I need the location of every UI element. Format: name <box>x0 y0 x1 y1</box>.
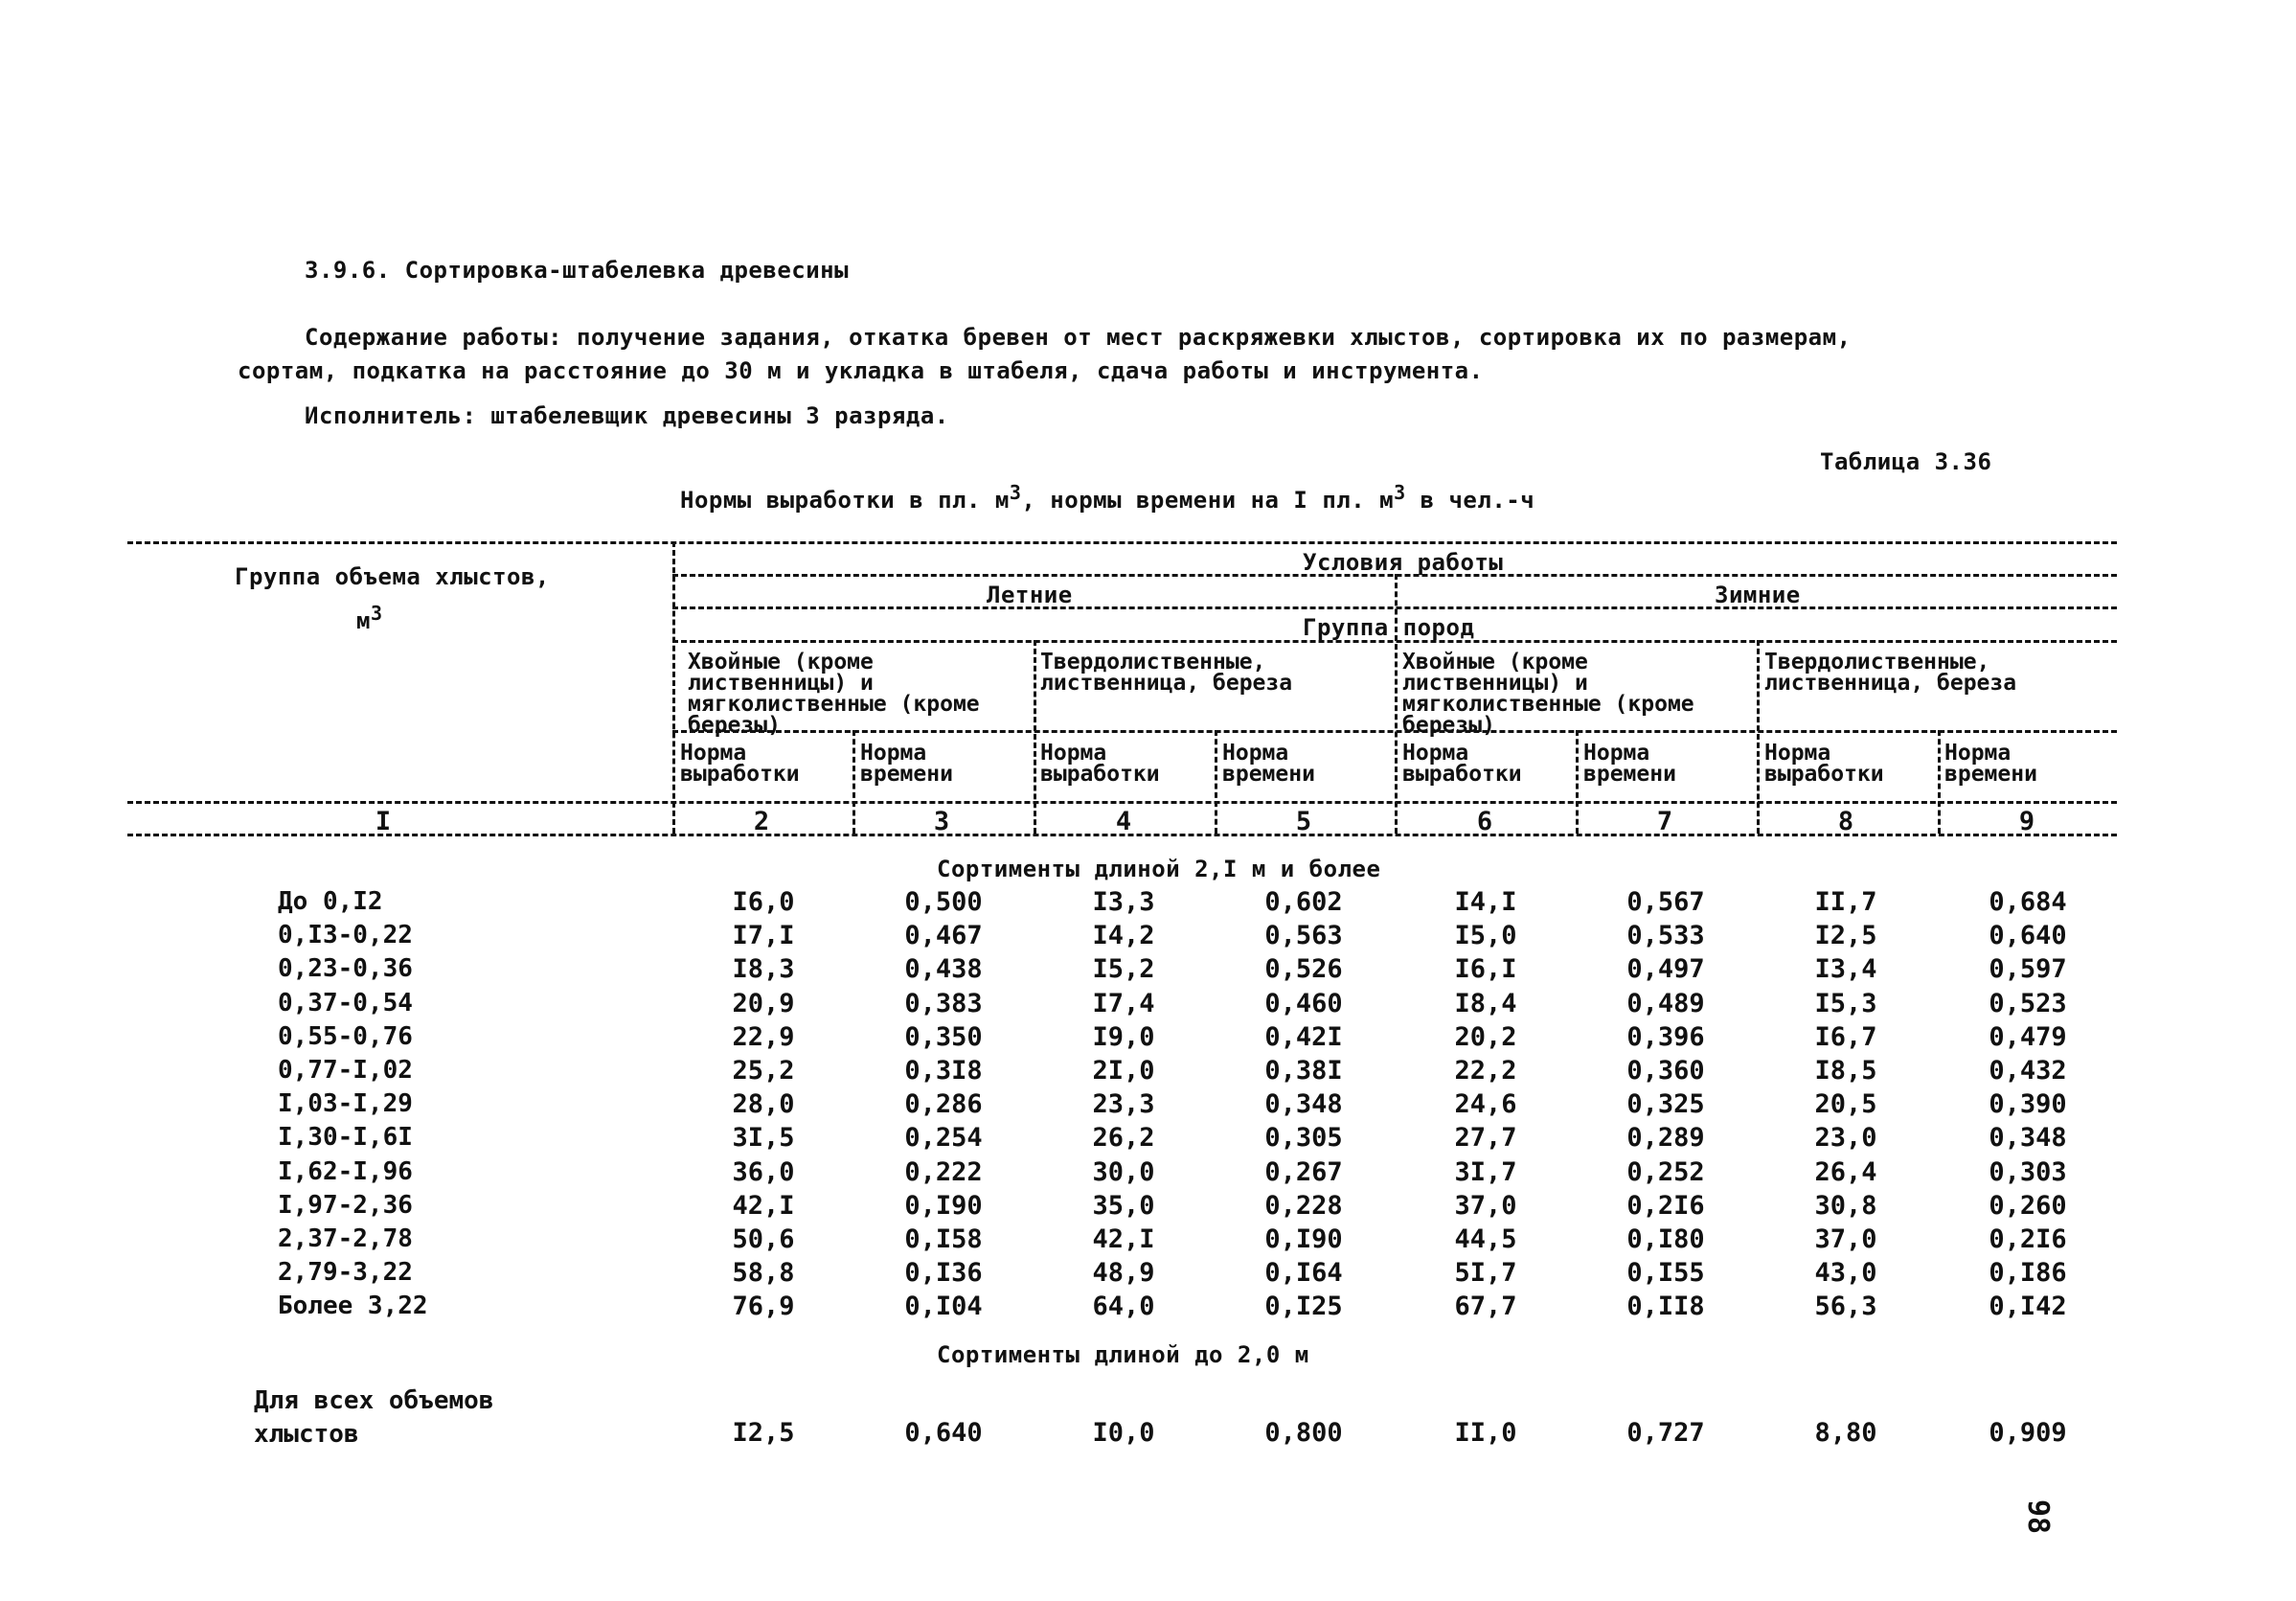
section2-title: Сортименты длиной до 2,0 м <box>937 1341 1309 1368</box>
table-cell: 0,228 <box>1264 1190 1343 1221</box>
table-cell: II,7 <box>1814 887 1877 917</box>
table-cell: 20,2 <box>1454 1021 1517 1052</box>
col-number-4: 4 <box>1115 807 1132 836</box>
table-cell: 0,602 <box>1264 887 1343 917</box>
table-cell: 43,0 <box>1814 1258 1877 1289</box>
group-unit-sup: 3 <box>370 602 383 625</box>
table-cell: 0,390 <box>1989 1089 2067 1120</box>
table-cell: 0,500 <box>904 887 983 917</box>
col5-header: Норма времени <box>1222 741 1315 787</box>
row-label: Более 3,22 <box>278 1292 428 1321</box>
section2-label-line2: хлыстов <box>254 1420 359 1449</box>
table-cell: 42,I <box>1092 1224 1155 1254</box>
section-title: 3.9.6. Сортировка-штабелевка древесины <box>305 257 850 284</box>
row-label: 0,77-I,02 <box>278 1056 413 1085</box>
col9-header: Норма времени <box>1944 741 2037 787</box>
table-cell: I4,I <box>1454 887 1517 917</box>
row-label: 0,55-0,76 <box>278 1021 413 1051</box>
table-cell: 0,567 <box>1626 887 1705 917</box>
table-cell: 0,438 <box>904 954 983 985</box>
section2-cell: 8,80 <box>1814 1418 1877 1448</box>
page-number: 98 <box>2021 1499 2055 1535</box>
header-rule-top <box>127 541 2117 544</box>
table-cell: I7,4 <box>1092 988 1155 1018</box>
table-cell: 76,9 <box>732 1292 795 1322</box>
winter-conifers-label: Хвойные (кроме лиственницы) и мягколиственные (кроме березы) <box>1402 650 1694 738</box>
table-cell: 56,3 <box>1814 1292 1877 1322</box>
conditions-label: Условия работы <box>1303 549 1504 576</box>
table-cell: 24,6 <box>1454 1089 1517 1120</box>
row-label: I,97-2,36 <box>278 1190 413 1220</box>
col8-header: Норма выработки <box>1764 741 1884 787</box>
table-cell: 0,305 <box>1264 1123 1343 1154</box>
col-number-6: 6 <box>1476 807 1493 836</box>
table-number: Таблица 3.36 <box>1820 448 1992 475</box>
table-cell: I6,7 <box>1814 1021 1877 1052</box>
table-cell: 64,0 <box>1092 1292 1155 1322</box>
table-cell: 0,460 <box>1264 988 1343 1018</box>
table-cell: 0,348 <box>1989 1123 2067 1154</box>
section2-cell: I0,0 <box>1092 1418 1155 1448</box>
table-cell: 48,9 <box>1092 1258 1155 1289</box>
species-group-label: Группа пород <box>1303 614 1475 641</box>
table-cell: 0,432 <box>1989 1056 2067 1086</box>
table-cell: 0,396 <box>1626 1021 1705 1052</box>
table-cell: 0,I58 <box>904 1224 983 1254</box>
row-label: 2,79-3,22 <box>278 1258 413 1288</box>
table-cell: 0,684 <box>1989 887 2067 917</box>
table-cell: 0,2I6 <box>1989 1224 2067 1254</box>
table-cell: I8,3 <box>732 954 795 985</box>
table-cell: 30,0 <box>1092 1156 1155 1187</box>
table-cell: 0,467 <box>904 921 983 951</box>
table-cell: 37,0 <box>1454 1190 1517 1221</box>
row-label: 2,37-2,78 <box>278 1224 413 1253</box>
table-cell: 0,I64 <box>1264 1258 1343 1289</box>
table-cell: 37,0 <box>1814 1224 1877 1254</box>
section2-cell: 0,640 <box>904 1418 983 1448</box>
table-cell: 27,7 <box>1454 1123 1517 1154</box>
table-cell: 58,8 <box>732 1258 795 1289</box>
section2-label-line1: Для всех объемов <box>254 1386 494 1415</box>
table-cell: I5,0 <box>1454 921 1517 951</box>
col-number-1: I <box>375 807 392 836</box>
table-cell: 0,I04 <box>904 1292 983 1322</box>
winter-hardwood-label: Твердолиственные, лиственница, береза <box>1764 650 2017 696</box>
table-cell: 0,I36 <box>904 1258 983 1289</box>
content-line-2: сортам, подкатка на расстояние до 30 м и укладка в штабеля, сдача работы и инструмента. <box>238 357 1484 384</box>
col-number-3: 3 <box>933 807 950 836</box>
col-number-9: 9 <box>2018 807 2035 836</box>
summer-conifers-label: Хвойные (кроме лиственницы) и мягколиственные (кроме березы) <box>688 650 980 738</box>
table-cell: 0,42I <box>1264 1021 1343 1052</box>
table-cell: I8,4 <box>1454 988 1517 1018</box>
vrule-col-9 <box>1938 730 1941 834</box>
table-cell: I3,3 <box>1092 887 1155 917</box>
col4-header: Норма выработки <box>1040 741 1160 787</box>
table-cell: 25,2 <box>732 1056 795 1086</box>
table-cell: 67,7 <box>1454 1292 1517 1322</box>
table-cell: 0,286 <box>904 1089 983 1120</box>
table-cell: I5,2 <box>1092 954 1155 985</box>
table-cell: I9,0 <box>1092 1021 1155 1052</box>
table-cell: 26,4 <box>1814 1156 1877 1187</box>
caption-part-2: , нормы времени на I пл. м <box>1021 487 1395 514</box>
col7-header: Норма времени <box>1583 741 1676 787</box>
row-label: 0,I3-0,22 <box>278 921 413 950</box>
vrule-col-3 <box>852 730 855 834</box>
content-line-1: Содержание работы: получение задания, откатка бревен от мест раскряжевки хлыстов, сортировка их по размерам, <box>305 324 1852 351</box>
table-cell: 0,I90 <box>904 1190 983 1221</box>
caption-part-3: в чел.-ч <box>1405 487 1535 514</box>
table-cell: 0,267 <box>1264 1156 1343 1187</box>
row-label: I,62-I,96 <box>278 1156 413 1186</box>
table-cell: 20,5 <box>1814 1089 1877 1120</box>
performer-line: Исполнитель: штабелевщик древесины 3 разряда. <box>305 402 949 429</box>
table-cell: 28,0 <box>732 1089 795 1120</box>
table-cell: 0,383 <box>904 988 983 1018</box>
table-cell: 0,360 <box>1626 1056 1705 1086</box>
table-cell: 22,2 <box>1454 1056 1517 1086</box>
table-cell: 22,9 <box>732 1021 795 1052</box>
section2-cell: 0,727 <box>1626 1418 1705 1448</box>
table-cell: 0,254 <box>904 1123 983 1154</box>
section2-cell: 0,909 <box>1989 1418 2067 1448</box>
table-cell: 35,0 <box>1092 1190 1155 1221</box>
table-cell: 0,252 <box>1626 1156 1705 1187</box>
row-label: I,30-I,6I <box>278 1123 413 1153</box>
col6-header: Норма выработки <box>1402 741 1522 787</box>
caption-sup-1: 3 <box>1009 481 1022 504</box>
table-cell: 0,563 <box>1264 921 1343 951</box>
table-cell: 0,348 <box>1264 1089 1343 1120</box>
table-cell: 0,640 <box>1989 921 2067 951</box>
table-cell: 23,3 <box>1092 1089 1155 1120</box>
table-cell: 0,289 <box>1626 1123 1705 1154</box>
summer-hardwood-label: Твердолиственные, лиственница, береза <box>1040 650 1293 696</box>
table-cell: I8,5 <box>1814 1056 1877 1086</box>
table-cell: 0,260 <box>1989 1190 2067 1221</box>
winter-label: Зимние <box>1715 582 1801 608</box>
table-cell: 0,I86 <box>1989 1258 2067 1289</box>
table-cell: 0,3I8 <box>904 1056 983 1086</box>
section2-cell: I2,5 <box>732 1418 795 1448</box>
table-cell: 0,497 <box>1626 954 1705 985</box>
table-cell: 0,II8 <box>1626 1292 1705 1322</box>
table-cell: 0,2I6 <box>1626 1190 1705 1221</box>
row-label: 0,37-0,54 <box>278 988 413 1018</box>
group-label: Группа объема хлыстов, <box>235 563 550 590</box>
table-cell: I4,2 <box>1092 921 1155 951</box>
table-cell: 0,303 <box>1989 1156 2067 1187</box>
header-rule-bottom <box>127 801 2117 804</box>
table-cell: I5,3 <box>1814 988 1877 1018</box>
table-cell: 42,I <box>732 1190 795 1221</box>
table-cell: 0,523 <box>1989 988 2067 1018</box>
caption-sup-2: 3 <box>1394 481 1406 504</box>
col3-header: Норма времени <box>860 741 953 787</box>
table-cell: 44,5 <box>1454 1224 1517 1254</box>
table-cell: I2,5 <box>1814 921 1877 951</box>
table-cell: 0,I25 <box>1264 1292 1343 1322</box>
table-cell: I7,I <box>732 921 795 951</box>
table-cell: 3I,5 <box>732 1123 795 1154</box>
table-cell: 0,I80 <box>1626 1224 1705 1254</box>
table-cell: 20,9 <box>732 988 795 1018</box>
table-cell: I6,I <box>1454 954 1517 985</box>
caption-part-1: Нормы выработки в пл. м <box>680 487 1010 514</box>
table-cell: 0,I42 <box>1989 1292 2067 1322</box>
table-cell: I6,0 <box>732 887 795 917</box>
table-cell: 0,526 <box>1264 954 1343 985</box>
col2-header: Норма выработки <box>680 741 800 787</box>
table-cell: 5I,7 <box>1454 1258 1517 1289</box>
vrule-season <box>1395 574 1398 834</box>
table-cell: 0,533 <box>1626 921 1705 951</box>
row-label: I,03-I,29 <box>278 1089 413 1119</box>
col-number-5: 5 <box>1295 807 1312 836</box>
section2-cell: II,0 <box>1454 1418 1517 1448</box>
table-cell: 0,I90 <box>1264 1224 1343 1254</box>
col-number-7: 7 <box>1656 807 1673 836</box>
table-cell: 36,0 <box>732 1156 795 1187</box>
table-cell: 30,8 <box>1814 1190 1877 1221</box>
vrule-col-7 <box>1576 730 1579 834</box>
table-cell: 3I,7 <box>1454 1156 1517 1187</box>
table-cell: 26,2 <box>1092 1123 1155 1154</box>
table-cell: 0,38I <box>1264 1056 1343 1086</box>
group-unit <box>356 602 383 634</box>
table-cell: 23,0 <box>1814 1123 1877 1154</box>
row-label: До 0,I2 <box>278 887 383 916</box>
col-number-8: 8 <box>1837 807 1854 836</box>
section2-cell: 0,800 <box>1264 1418 1343 1448</box>
table-cell: 0,479 <box>1989 1021 2067 1052</box>
vrule-winter-split <box>1757 640 1760 834</box>
table-cell: I3,4 <box>1814 954 1877 985</box>
vrule-col-5 <box>1215 730 1217 834</box>
row-label: 0,23-0,36 <box>278 954 413 984</box>
table-cell: 0,222 <box>904 1156 983 1187</box>
table-cell: 0,597 <box>1989 954 2067 985</box>
section1-title: Сортименты длиной 2,I м и более <box>937 856 1381 882</box>
table-cell: 0,350 <box>904 1021 983 1052</box>
vrule-summer-split <box>1034 640 1036 834</box>
summer-label: Летние <box>987 582 1073 608</box>
table-cell: 0,325 <box>1626 1089 1705 1120</box>
table-cell: 50,6 <box>732 1224 795 1254</box>
table-cell: 2I,0 <box>1092 1056 1155 1086</box>
table-cell: 0,I55 <box>1626 1258 1705 1289</box>
col-number-2: 2 <box>753 807 770 836</box>
table-cell: 0,489 <box>1626 988 1705 1018</box>
vrule-group-column <box>672 541 675 834</box>
group-unit-m: м <box>356 607 371 634</box>
table-caption <box>680 481 1534 514</box>
